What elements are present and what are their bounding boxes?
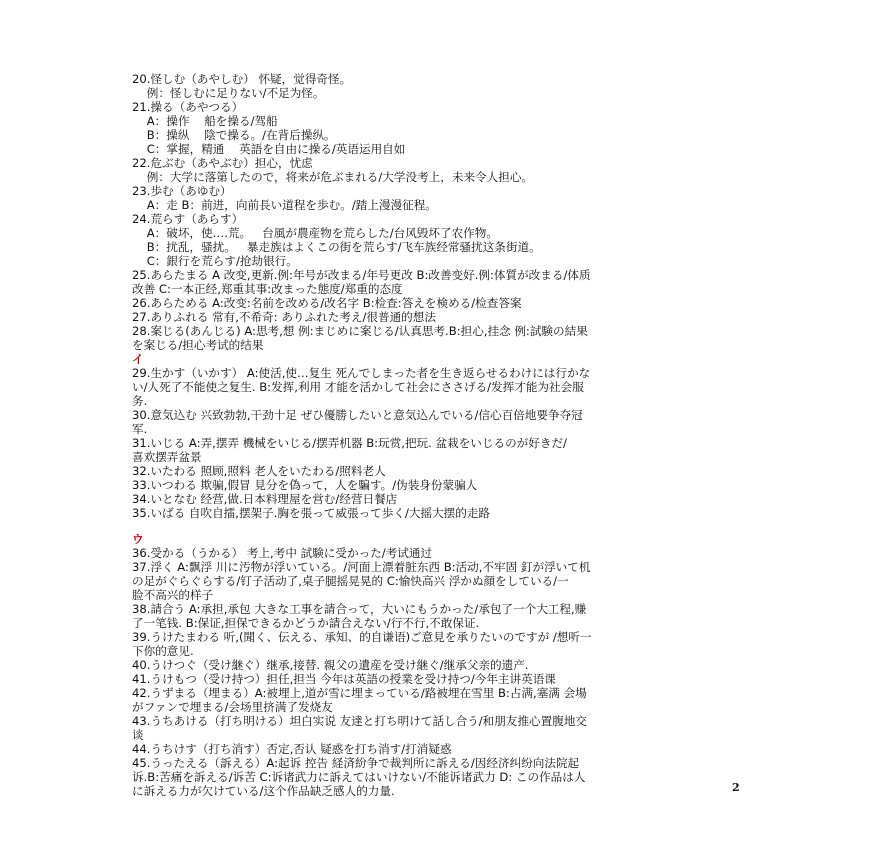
text-line: 42.うずまる（埋まる）A:被埋上,道が雪に埋まっている/路被埋在雪里 B:占满,塞满 会場 xyxy=(132,686,587,700)
text-line: い/人死了不能使之复生. B:发挥,利用 才能を活かして社会にささげる/发挥才能为社会服 xyxy=(132,380,584,394)
text-line: A：破坏，使….荒。 台風が農産物を荒らした/台风毁坏了农作物。 xyxy=(132,226,498,240)
text-line: 44.うちけす（打ち消す）否定,否认 疑惑を打ち消す/打消疑惑 xyxy=(132,742,452,756)
text-line: 改善 C:一本正经,郑重其事:改まった態度/郑重的态度 xyxy=(132,282,403,296)
text-line: 29.生かす（いかす） A:使活,使…复生 死んでしまった者を生き返らせるわけには行かな xyxy=(132,366,591,380)
text-line: 36.受かる（うかる） 考上,考中 試験に受かった/考试通过 xyxy=(132,546,433,560)
text-line: 40.うけつぐ（受け継ぐ）继承,接替. 親父の遺産を受け継ぐ/继承父亲的遗产. xyxy=(132,658,529,672)
text-line: B：操纵 陰で操る。/在背后操纵。 xyxy=(132,128,336,142)
text-line: 34.いとなむ 经营,做.日本料理屋を営む/经营日餐店 xyxy=(132,492,398,506)
text-line: 例：大学に落第したので，将来が危ぶまれる/大学没考上，未来令人担心。 xyxy=(132,170,534,184)
text-line: 谈 xyxy=(132,728,144,742)
text-line: C：銀行を荒らす/抢劫银行。 xyxy=(132,254,298,268)
text-line: 26.あらためる A:改变:名前を改める/改名字 B:检查:答えを検める/检查答案 xyxy=(132,296,522,310)
vocabulary-list xyxy=(132,72,744,798)
text-line: に訴える力が欠けている/这个作品缺乏感人的力量. xyxy=(132,784,395,798)
text-line: 诉.B:苦痛を訴える/诉苦 C:诉诸武力に訴えてはいけない/不能诉诸武力 D: この作品は人 xyxy=(132,770,586,784)
section-header-i: イ xyxy=(132,352,144,366)
section-header-u: ウ xyxy=(132,532,144,546)
text-line: 务. xyxy=(132,394,148,408)
text-line: 20.怪しむ（あやしむ） 怀疑，觉得奇怪。 xyxy=(132,72,352,86)
text-line: 38.請合う A:承担,承包 大きな工事を請合って，大いにもうかった/承包了一个大工程,赚 xyxy=(132,602,587,616)
text-line: 45.うったえる（訴える）A:起诉 控告 経済紛争で裁判所に訴える/因经济纠纷向法院起 xyxy=(132,756,580,770)
text-line: 24.荒らす（あらす） xyxy=(132,212,244,226)
text-line: 37.浮く A:飘浮 川に汚物が浮いている。/河面上漂着脏东西 B:活动,不牢固 釘が浮いて机 xyxy=(132,560,591,574)
text-line: 23.歩む（あゆむ） xyxy=(132,184,232,198)
text-line: 43.うちあける（打ち明ける）坦白实说 友達と打ち明けて話し合う/和朋友推心置腹地交 xyxy=(132,714,588,728)
text-line: A：操作 船を操る/驾船 xyxy=(132,114,278,128)
text-line: がファンで埋まる/会场里挤满了发烧友 xyxy=(132,700,333,714)
text-line: の足がぐらぐらする/钉子活动了,桌子腿摇晃晃的 C:愉快高兴 浮かぬ顔をしている/一 xyxy=(132,574,569,588)
text-line: 军. xyxy=(132,422,148,436)
text-line: C：掌握，精通 英語を自由に操る/英语运用自如 xyxy=(132,142,406,156)
text-line: 31.いじる A:弄,摆弄 機械をいじる/摆弄机器 B:玩赏,把玩. 盆栽をいじるのが好きだ/ xyxy=(132,436,567,450)
text-line: 41.うけもつ（受け持つ）担任,担当 今年は英語の授業を受け持つ/今年主讲英语课 xyxy=(132,672,556,686)
section-gap xyxy=(132,520,744,532)
text-line: 33.いつわる 欺骗,假冒 見分を偽って，人を騙す。/伪装身份蒙骗人 xyxy=(132,478,478,492)
text-line: 下你的意见. xyxy=(132,644,194,658)
text-line: B：扰乱，骚扰。 暴走族はよくこの街を荒らす/飞车族经常骚扰这条街道。 xyxy=(132,240,541,254)
page-number: 2 xyxy=(732,781,740,794)
text-line: 25.あらたまる A 改变,更新.例:年号が改まる/年号更改 B:改善变好.例:体質が改まる/体质 xyxy=(132,268,591,282)
text-line: 21.操る（あやつる） xyxy=(132,100,244,114)
text-line: 39.うけたまわる 听,(聞く、伝える、承知、的自谦语)ご意見を承りたいのですが /想听一 xyxy=(132,630,592,644)
text-line: を案じる/担心考试的结果 xyxy=(132,338,264,352)
text-line: A：走 B：前进，向前長い道程を歩む。/踏上漫漫征程。 xyxy=(132,198,437,212)
text-line: 22.危ぶむ（あやぶむ）担心，忧虑 xyxy=(132,156,313,170)
text-line: 27.ありふれる 常有,不希奇: ありふれた考え/很普通的想法 xyxy=(132,310,436,324)
text-line: 32.いたわる 照顾,照料 老人をいたわる/照料老人 xyxy=(132,464,386,478)
text-line: 了一笔钱. B:保证,担保できるかどうか請合えない/行不行,不敢保证. xyxy=(132,616,480,630)
text-line: 脸不高兴的样子 xyxy=(132,588,214,602)
text-line: 喜欢摆弄盆景 xyxy=(132,450,202,464)
text-line: 例：怪しむに足りない/不足为怪。 xyxy=(132,86,325,100)
text-line: 30.意気込む 兴致勃勃,干劲十足 ぜひ優勝したいと意気込んでいる/信心百倍地要争夺冠 xyxy=(132,408,583,422)
text-line: 28.案じる(あんじる) A:思考,想 例:まじめに案じる/认真思考.B:担心,挂念 例:試験の結果 xyxy=(132,324,588,338)
text-line: 35.いばる 自吹自擂,摆架子.胸を張って威張って歩く/大摇大摆的走路 xyxy=(132,506,491,520)
